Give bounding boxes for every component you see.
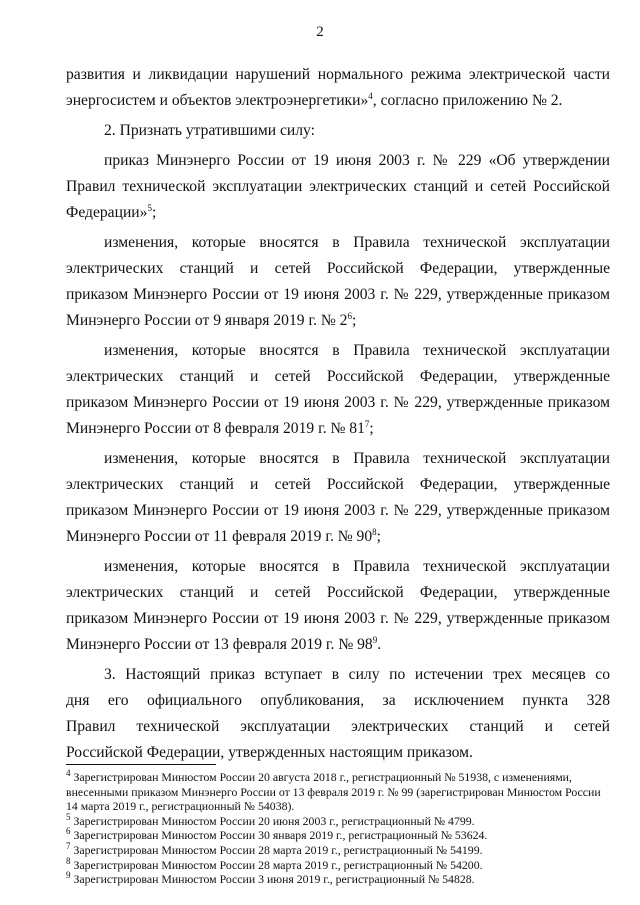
order-2003-line-2: Правил технической эксплуатации электрических станций и сетей Российской: [66, 178, 610, 195]
footnote-8: $^8$ Зарегистрирован Минюстом России 28 марта 2019 г., регистрационный № 54200.: [66, 855, 483, 872]
item-3-line-4: Российской Федерации, утвержденных настоящим приказом.: [66, 744, 473, 761]
footnotes: [66, 770, 612, 887]
item-3-line-1: 3. Настоящий приказ вступает в силу по истечении трех месяцев со: [104, 666, 610, 683]
footnote-6: $^6$ Зарегистрирован Минюстом России 30 января 2019 г., регистрационный № 53624.: [66, 826, 488, 843]
amendment-2-line-4: Минэнерго России от 8 февраля 2019 г. № $81^7$;: [66, 418, 374, 437]
footnote-ref-9[interactable]: 9: [372, 634, 378, 645]
footnote-5: $^5$ Зарегистрирован Минюстом России 20 июня 2003 г., регистрационный № 4799.: [66, 811, 475, 828]
amendment-2-line-3: приказом Минэнерго России от 19 июня 2003 г. № 229, утвержденные приказом: [66, 394, 610, 411]
amendment-3-line-1: изменения, которые вносятся в Правила технической эксплуатации: [104, 450, 610, 467]
amendment-4-line-3: приказом Минэнерго России от 19 июня 2003 г. № 229, утвержденные приказом: [66, 610, 610, 627]
footnote-ref-6[interactable]: 6: [347, 310, 352, 321]
amendment-4-line-2: электрических станций и сетей Российской Федерации, утвержденные: [66, 584, 610, 601]
footnote-ref-4[interactable]: 4: [368, 90, 373, 101]
page-number: 2: [316, 24, 324, 40]
footnote-9: $^9$ Зарегистрирован Минюстом России 3 июня 2019 г., регистрационный № 54828.: [66, 870, 475, 887]
amendment-1-line-3: приказом Минэнерго России от 19 июня 2003 г. № 229, утвержденные приказом: [66, 286, 610, 303]
document-body: [66, 62, 610, 766]
amendment-2-line-1: изменения, которые вносятся в Правила технической эксплуатации: [104, 342, 610, 359]
item-2-heading: 2. Признать утратившими силу:: [104, 122, 315, 139]
amendment-1-line-2: электрических станций и сетей Российской Федерации, утвержденные: [66, 260, 610, 277]
amendment-2-line-2: электрических станций и сетей Российской Федерации, утвержденные: [66, 368, 610, 385]
footnote-ref-7[interactable]: 7: [364, 418, 370, 429]
continuation-line-2: энергосистем и объектов электроэнергетики»$^4$, согласно приложению № 2.: [66, 90, 563, 109]
amendment-3-line-2: электрических станций и сетей Российской Федерации, утвержденные: [66, 476, 610, 493]
footnote-ref-8[interactable]: 8: [372, 526, 377, 537]
item-3-line-2: дня его официального опубликования, за исключением пункта 328: [66, 692, 610, 709]
amendment-4-line-1: изменения, которые вносятся в Правила технической эксплуатации: [104, 558, 610, 575]
amendment-3-line-3: приказом Минэнерго России от 19 июня 2003 г. № 229, утвержденные приказом: [66, 502, 610, 519]
footnote-7: $^7$ Зарегистрирован Минюстом России 28 марта 2019 г., регистрационный № 54199.: [66, 841, 483, 857]
amendment-1-line-4: Минэнерго России от 9 января 2019 г. № $2^6$;: [66, 310, 357, 329]
amendment-1-line-1: изменения, которые вносятся в Правила технической эксплуатации: [104, 234, 610, 251]
item-3-line-3: Правил технической эксплуатации электрических станций и сетей: [66, 718, 610, 735]
order-2003-line-3: Федерации»$^5$;: [66, 202, 157, 221]
footnote-ref-5[interactable]: 5: [147, 202, 152, 213]
footnote-4: $^4$ Зарегистрирован Минюстом России 20 августа 2018 г., регистрационный № 51938, с изменениями, внесенными приказом Минэнерго России от 13 февраля 2019 г. № 99 (зарегистрирован Минюстом России 14 марта 2019 г., регистрационный № 54038).: [66, 768, 601, 814]
order-2003-line-1: приказ Минэнерго России от 19 июня 2003 г. № 229 «Об утверждении: [104, 152, 610, 169]
continuation-line-1: развития и ликвидации нарушений нормального режима электрической части: [66, 66, 610, 83]
amendment-3-line-4: Минэнерго России от 11 февраля 2019 г. № $90^8$;: [66, 526, 381, 545]
amendment-4-line-4: Минэнерго России от 13 февраля 2019 г. № $98^9$.: [66, 634, 382, 653]
footnote-separator: [66, 764, 216, 765]
